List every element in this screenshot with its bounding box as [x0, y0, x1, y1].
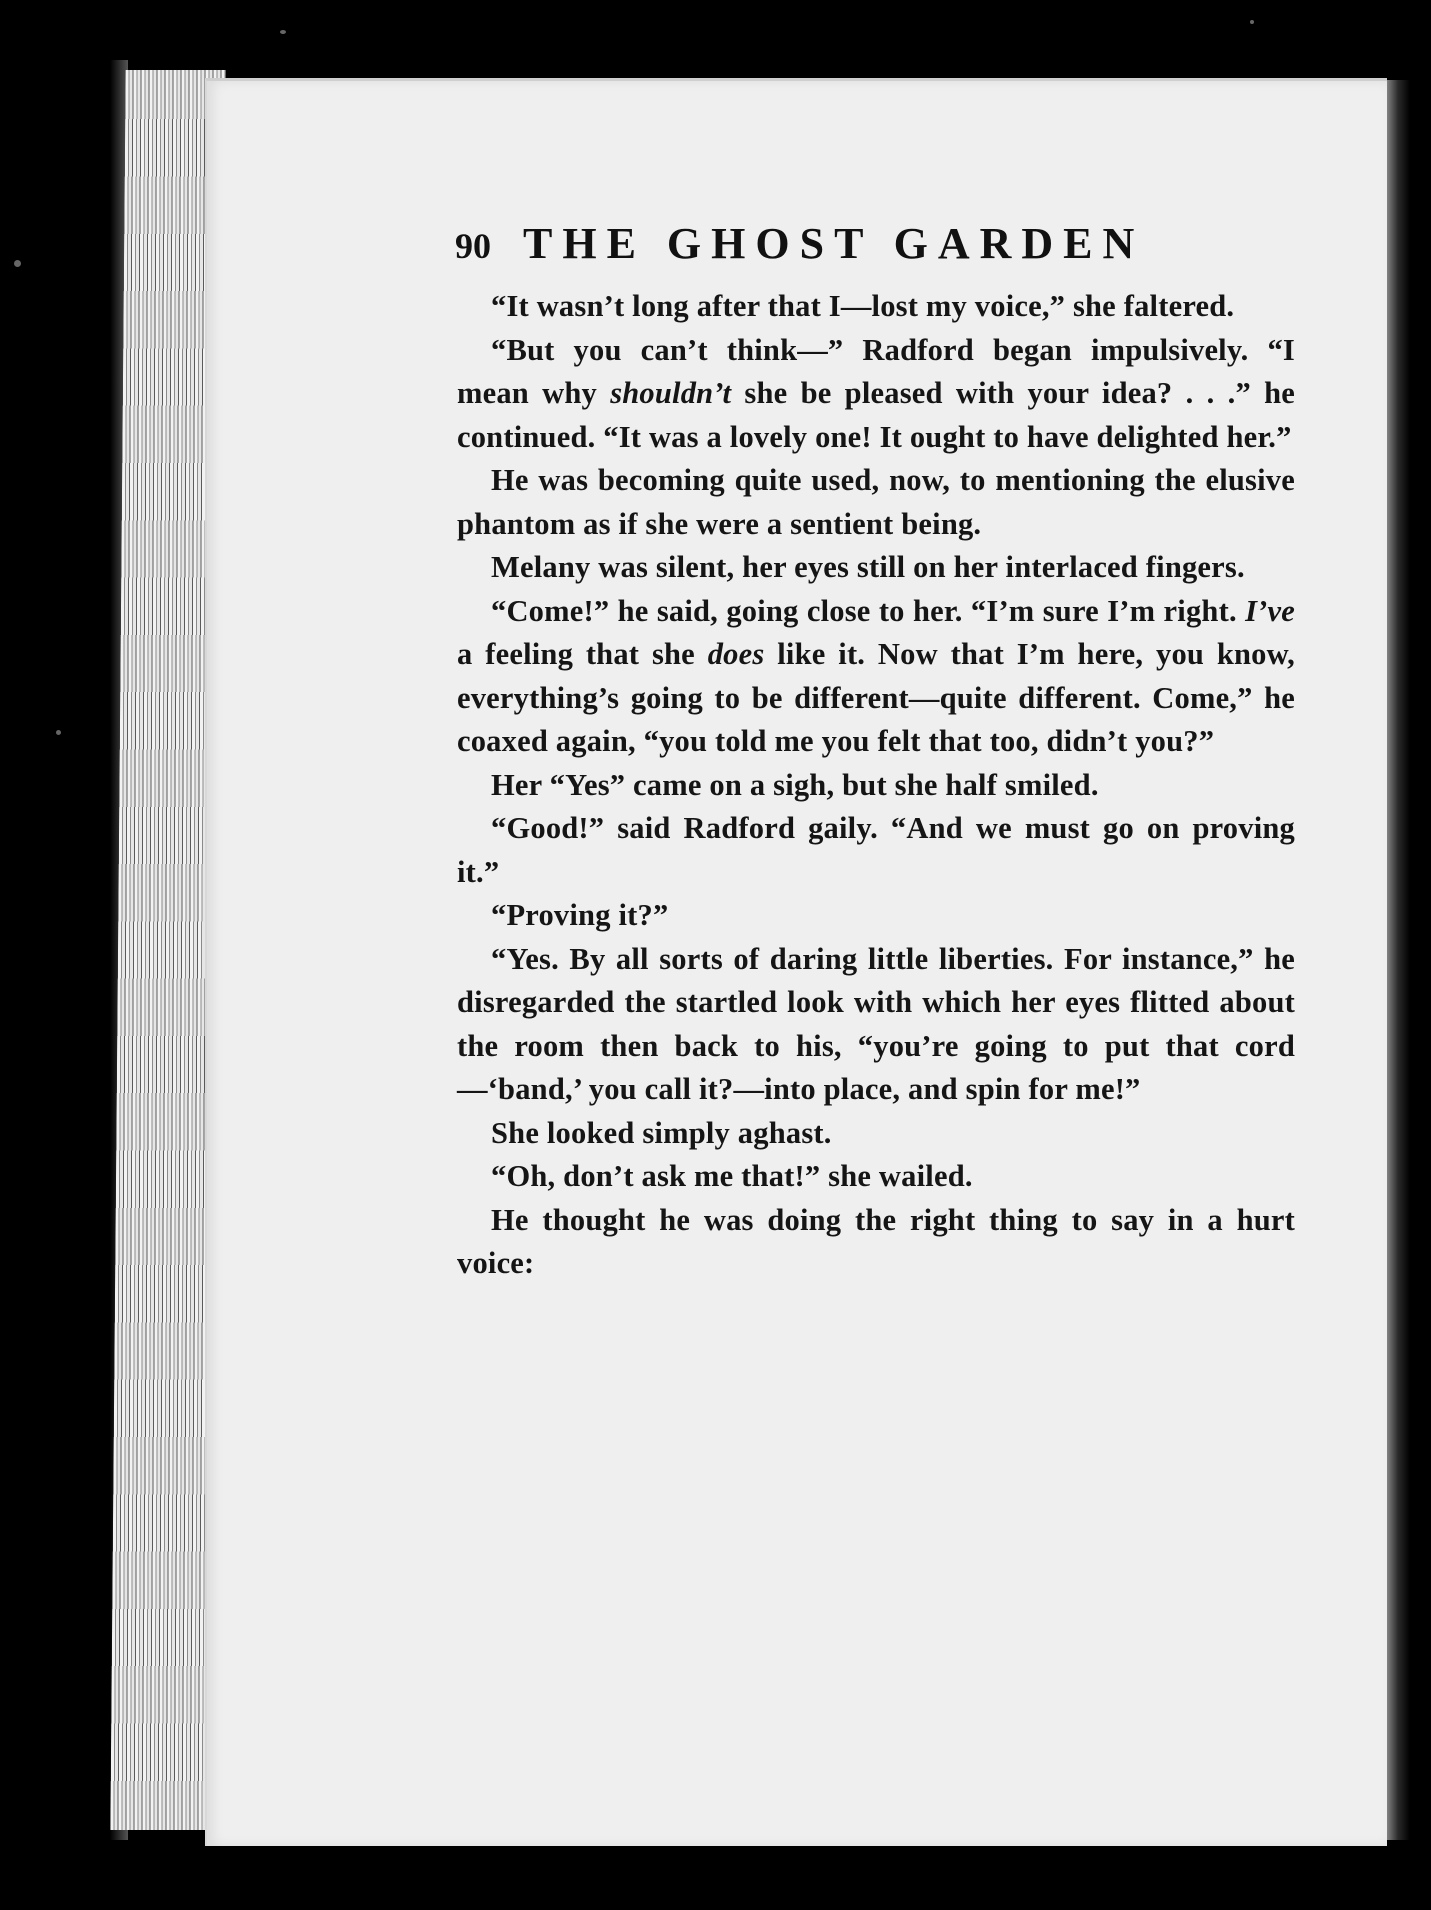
emphasis-shouldnt: shouldn’t	[610, 376, 732, 410]
paragraph-5-part-3: a feeling that she	[457, 637, 708, 671]
paragraph-8: “Proving it?”	[491, 898, 669, 932]
emphasis-ive: I’ve	[1245, 593, 1295, 628]
paragraph-10: She looked simply aghast.	[491, 1115, 832, 1150]
scan-speck	[56, 730, 61, 735]
paragraph-4: Melany was silent, her eyes still on her interlaced fingers.	[491, 550, 1245, 584]
paragraph-5-part-5: like it. Now that I’m here, you know, everything’s going to be different—quite different. Come,” he coaxed again, “you told me you felt that too, didn’t you?”	[457, 637, 1295, 758]
paragraph-2-part-1: “But you can’t think—” Radford began impulsively. “I mean why	[457, 332, 1295, 410]
paragraph-2	[457, 329, 1295, 460]
paragraph-11: “Oh, don’t ask me that!” she wailed.	[491, 1159, 973, 1193]
page-number: 90	[455, 226, 491, 266]
paragraph-1: “It wasn’t long after that I—lost my voice,” she faltered.	[491, 289, 1235, 323]
paragraph-5-part-1: “Come!” he said, going close to her. “I’m sure I’m right.	[491, 593, 1246, 628]
scan-speck	[1250, 20, 1254, 24]
book-title: THE GHOST GARDEN	[523, 219, 1145, 268]
paragraph-7: “Good!” said Radford gaily. “And we must go on proving it.”	[457, 811, 1295, 889]
running-header	[455, 218, 1215, 269]
paragraph-5	[457, 590, 1295, 764]
body-text	[457, 285, 1295, 1286]
paragraph-2-part-3: she be pleased with your idea? . . .” he continued. “It was a lovely one! It ought to have delighted her.”	[457, 376, 1295, 454]
paragraph-6: Her “Yes” came on a sigh, but she half smiled.	[491, 767, 1099, 802]
scan-speck	[280, 30, 286, 34]
scan-speck	[14, 260, 21, 267]
paragraph-9: “Yes. By all sorts of daring little liberties. For instance,” he disregarded the startled look with which her eyes flitted about the room then back to his, “you’re going to put that cord—‘band,’ you call it?—into place, and spin for me!”	[457, 941, 1295, 1106]
emphasis-does: does	[707, 637, 765, 671]
paragraph-12: He thought he was doing the right thing to say in a hurt voice:	[457, 1202, 1295, 1280]
paragraph-3: He was becoming quite used, now, to mentioning the elusive phantom as if she were a sentient being.	[457, 463, 1295, 541]
